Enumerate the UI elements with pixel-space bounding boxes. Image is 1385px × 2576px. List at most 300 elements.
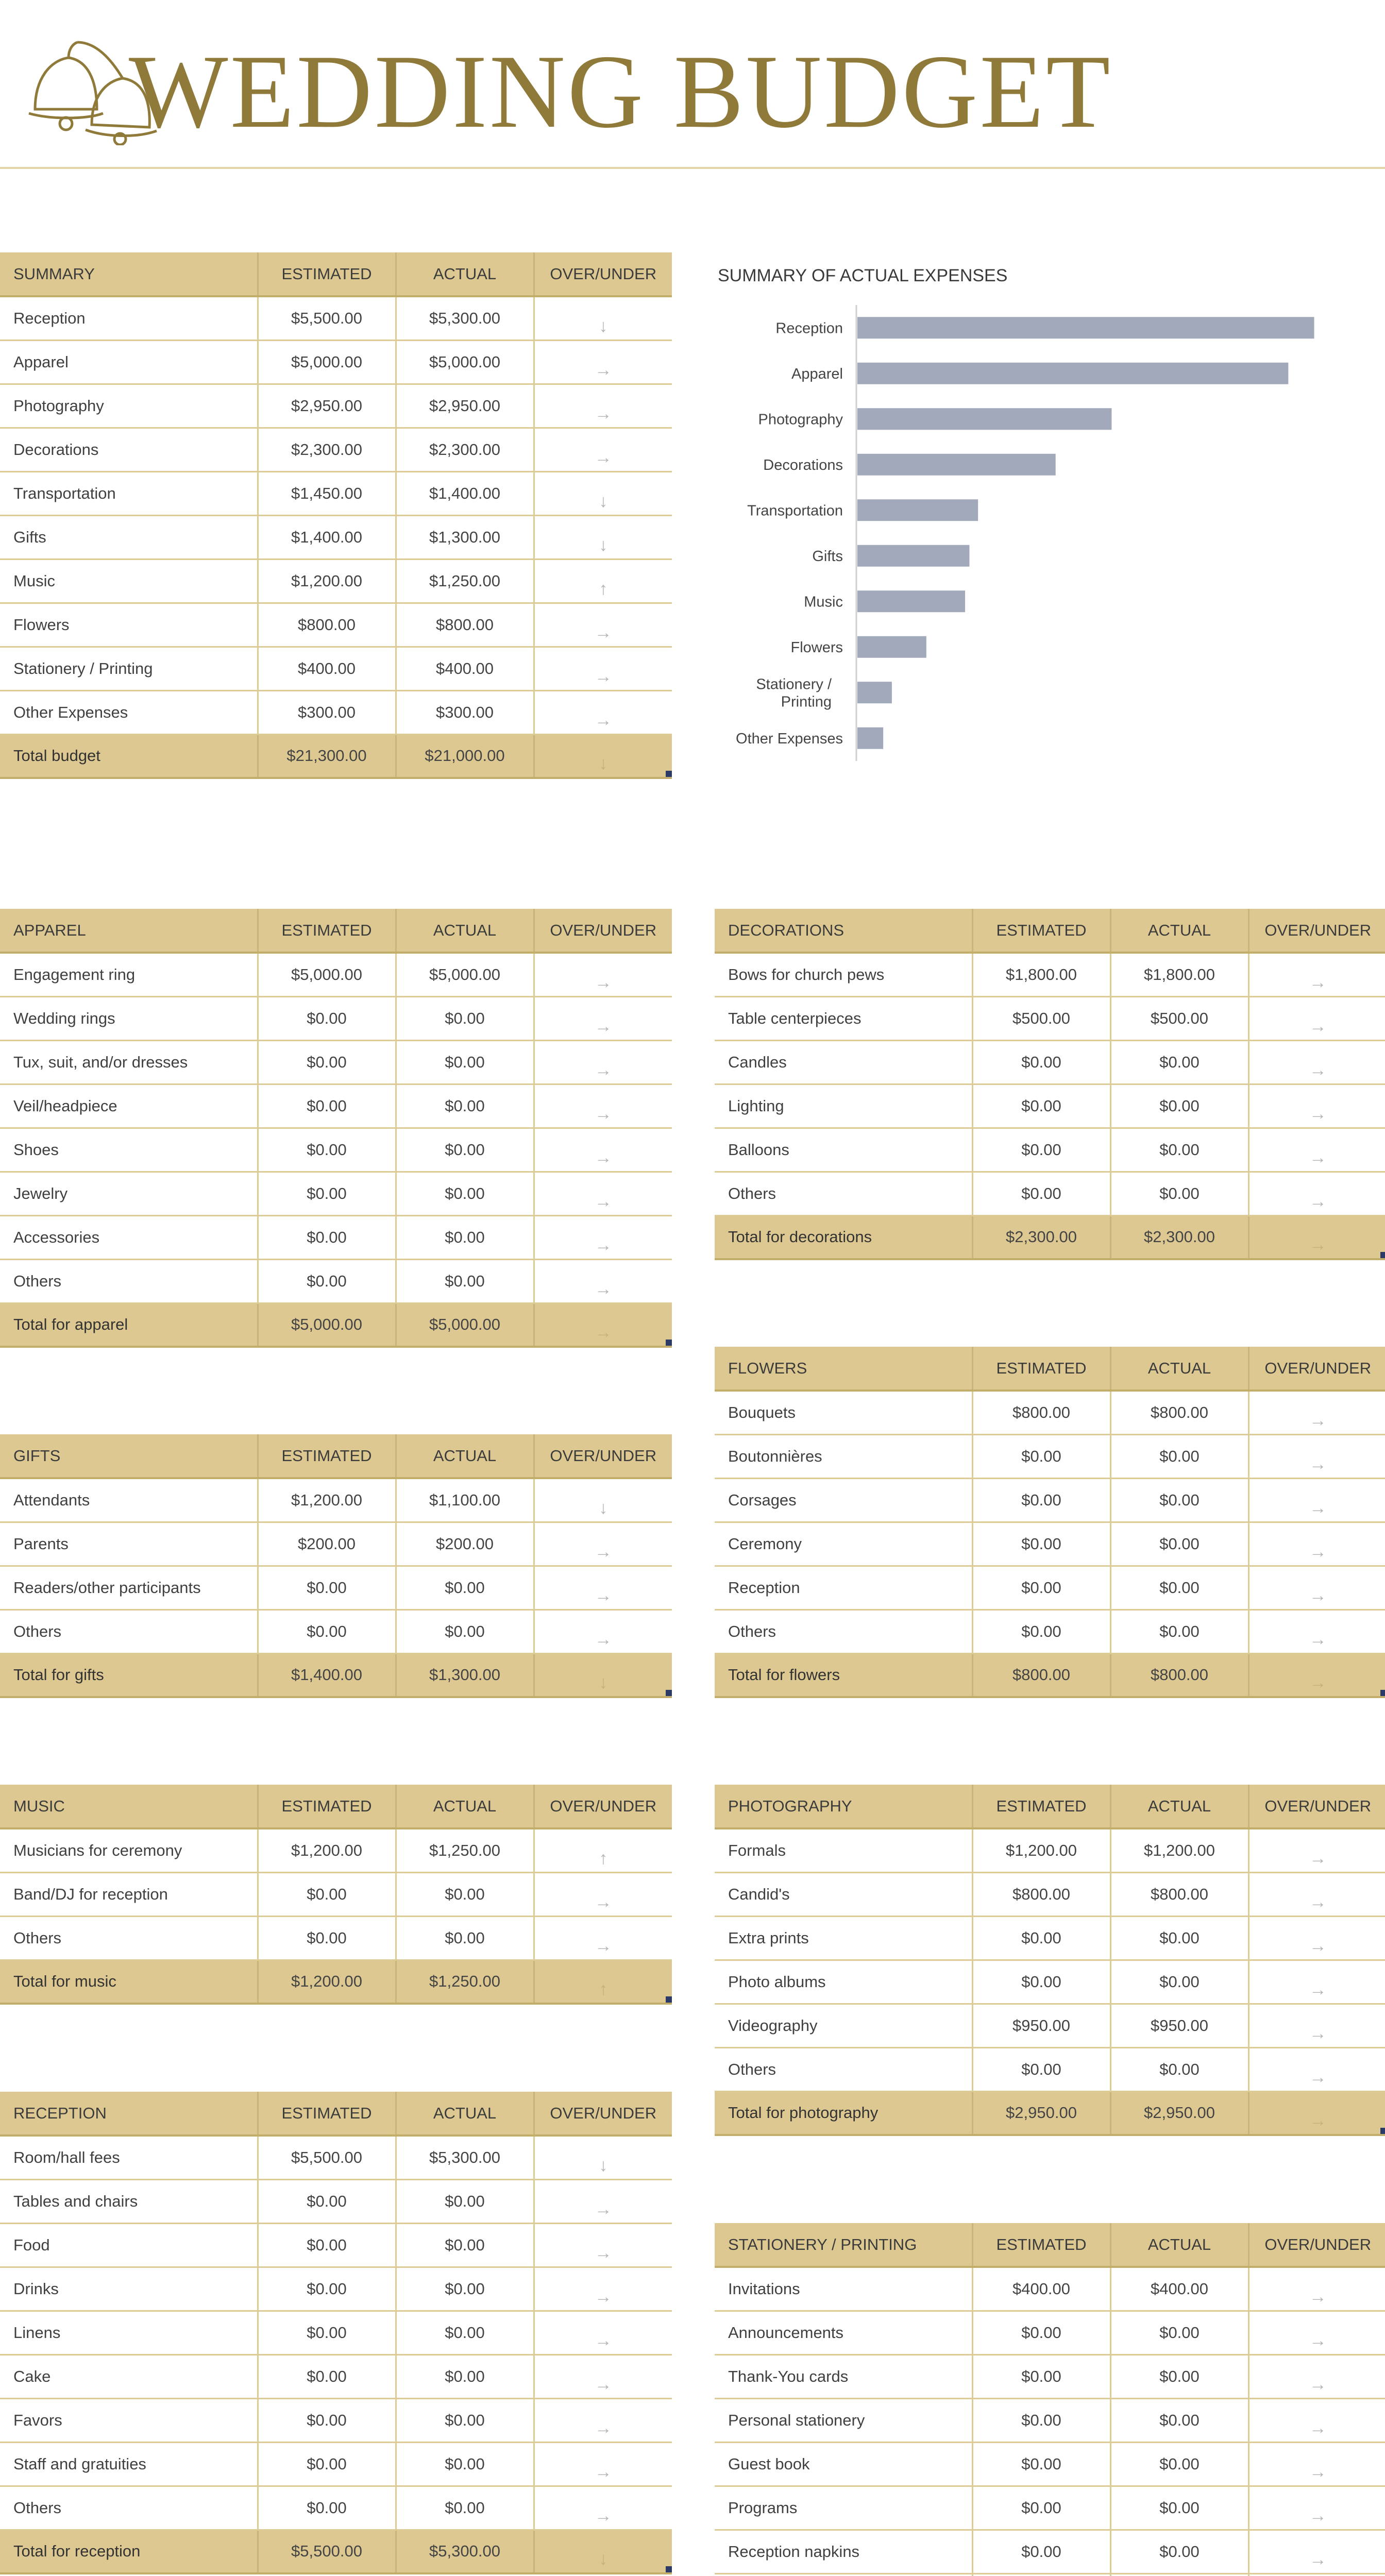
estimated-value[interactable]: $0.00	[972, 1128, 1110, 1172]
row-label[interactable]: Total for photography	[715, 2091, 972, 2135]
estimated-value[interactable]: $0.00	[258, 2267, 396, 2311]
arrow-right-icon: →	[534, 647, 672, 690]
column-header-actual: ACTUAL	[396, 909, 534, 953]
row-label[interactable]: Wedding rings	[0, 996, 258, 1040]
table-row	[715, 2267, 1385, 2311]
estimated-value[interactable]: $0.00	[972, 2530, 1110, 2573]
estimated-value[interactable]: $0.00	[972, 2311, 1110, 2354]
arrow-right-icon: →	[534, 690, 672, 734]
column-header-actual: ACTUAL	[396, 252, 534, 296]
column-header-estimated: ESTIMATED	[258, 909, 396, 953]
total-row	[715, 1215, 1385, 1259]
estimated-value[interactable]: $1,200.00	[258, 1828, 396, 1872]
column-header-actual: ACTUAL	[1110, 1347, 1248, 1391]
section-title: MUSIC	[0, 1785, 258, 1828]
table-row	[715, 2354, 1385, 2398]
estimated-value[interactable]: $1,200.00	[258, 1960, 396, 2004]
actual-value[interactable]: $0.00	[396, 1259, 534, 1303]
row-label[interactable]: Favors	[0, 2398, 258, 2442]
row-label[interactable]: Veil/headpiece	[0, 1084, 258, 1128]
row-label[interactable]: Accessories	[0, 1215, 258, 1259]
estimated-value[interactable]: $0.00	[258, 1566, 396, 1609]
actual-value[interactable]: $2,950.00	[1110, 2091, 1248, 2135]
row-label[interactable]: Corsages	[715, 1478, 972, 1522]
arrow-right-icon: →	[1248, 1916, 1385, 1960]
row-label[interactable]: Transportation	[0, 471, 258, 515]
estimated-value[interactable]: $0.00	[258, 1259, 396, 1303]
actual-value[interactable]: $0.00	[396, 1040, 534, 1084]
table-row	[0, 515, 672, 559]
estimated-value[interactable]: $21,300.00	[258, 734, 396, 778]
table-row	[0, 2136, 672, 2179]
row-label[interactable]: Jewelry	[0, 1172, 258, 1215]
estimated-value[interactable]: $0.00	[258, 2223, 396, 2267]
actual-value[interactable]: $0.00	[396, 1215, 534, 1259]
actual-value[interactable]: $5,300.00	[396, 2530, 534, 2573]
section-title: DECORATIONS	[715, 909, 972, 953]
actual-value[interactable]: $2,300.00	[1110, 1215, 1248, 1259]
row-label[interactable]: Table centerpieces	[715, 996, 972, 1040]
arrow-right-icon: →	[1248, 2530, 1385, 2573]
estimated-value[interactable]: $950.00	[972, 2004, 1110, 2047]
estimated-value[interactable]: $0.00	[258, 1128, 396, 1172]
estimated-value[interactable]: $1,200.00	[972, 1828, 1110, 1872]
estimated-value[interactable]: $2,950.00	[258, 384, 396, 428]
table-row	[715, 1872, 1385, 1916]
actual-value[interactable]: $0.00	[1110, 1172, 1248, 1215]
row-label[interactable]: Total for music	[0, 1960, 258, 2004]
actual-value[interactable]: $0.00	[396, 2398, 534, 2442]
row-label[interactable]: Total for reception	[0, 2530, 258, 2573]
row-label[interactable]: Musicians for ceremony	[0, 1828, 258, 1872]
actual-value[interactable]: $1,300.00	[396, 1653, 534, 1697]
row-label[interactable]: Lighting	[715, 1084, 972, 1128]
resize-handle-icon[interactable]	[666, 1690, 672, 1696]
actual-value[interactable]: $0.00	[396, 1609, 534, 1653]
table-row	[0, 647, 672, 690]
row-label[interactable]: Cake	[0, 2354, 258, 2398]
resize-handle-icon[interactable]	[666, 1340, 672, 1346]
table-row	[0, 471, 672, 515]
estimated-value[interactable]: $0.00	[258, 2179, 396, 2223]
table-row	[715, 996, 1385, 1040]
estimated-value[interactable]: $0.00	[972, 1478, 1110, 1522]
column-header-over-under: OVER/UNDER	[1248, 2223, 1385, 2267]
actual-value[interactable]: $800.00	[1110, 1391, 1248, 1434]
category-tick-label	[747, 502, 843, 519]
row-label[interactable]: Others	[0, 1609, 258, 1653]
arrow-right-icon: →	[1248, 2004, 1385, 2047]
arrow-right-icon: →	[1248, 2091, 1385, 2135]
estimated-value[interactable]: $5,500.00	[258, 2530, 396, 2573]
row-label[interactable]: Music	[0, 559, 258, 603]
actual-value[interactable]: $5,300.00	[396, 296, 534, 340]
estimated-value[interactable]: $5,500.00	[258, 296, 396, 340]
resize-handle-icon[interactable]	[1380, 2128, 1385, 2134]
estimated-value[interactable]: $0.00	[258, 2486, 396, 2530]
estimated-value[interactable]: $1,200.00	[258, 559, 396, 603]
actual-value[interactable]: $1,250.00	[396, 1828, 534, 1872]
estimated-value[interactable]: $0.00	[258, 1916, 396, 1960]
actual-value[interactable]: $300.00	[396, 690, 534, 734]
row-label[interactable]: Tables and chairs	[0, 2179, 258, 2223]
actual-value[interactable]: $500.00	[1110, 996, 1248, 1040]
bar-music	[857, 590, 965, 612]
table-row	[715, 1828, 1385, 1872]
estimated-value[interactable]: $5,500.00	[258, 2136, 396, 2179]
section-title: SUMMARY	[0, 252, 258, 296]
actual-value[interactable]: $400.00	[396, 647, 534, 690]
actual-value[interactable]: $1,250.00	[396, 1960, 534, 2004]
row-label[interactable]: Stationery / Printing	[0, 647, 258, 690]
arrow-down-icon: ↓	[534, 2530, 672, 2573]
row-label[interactable]: Reception napkins	[715, 2530, 972, 2573]
actual-value[interactable]: $800.00	[1110, 1653, 1248, 1697]
estimated-value[interactable]	[972, 2573, 1110, 2576]
estimated-value[interactable]: $1,450.00	[258, 471, 396, 515]
actual-value[interactable]: $2,300.00	[396, 428, 534, 471]
estimated-value[interactable]: $200.00	[258, 1522, 396, 1566]
row-label[interactable]: Candid's	[715, 1872, 972, 1916]
actual-value[interactable]: $0.00	[396, 2267, 534, 2311]
row-label[interactable]: Others	[715, 1172, 972, 1215]
resize-handle-icon[interactable]	[666, 771, 672, 777]
row-label[interactable]: Balloons	[715, 1128, 972, 1172]
estimated-value[interactable]: $0.00	[972, 2442, 1110, 2486]
row-label[interactable]: Other Expenses	[0, 690, 258, 734]
actual-value[interactable]: $0.00	[1110, 2442, 1248, 2486]
actual-value[interactable]: $0.00	[396, 2354, 534, 2398]
estimated-value[interactable]: $5,000.00	[258, 1303, 396, 1347]
row-label[interactable]: Readers/other participants	[0, 1566, 258, 1609]
actual-value[interactable]: $0.00	[1110, 2047, 1248, 2091]
row-label[interactable]: Guest book	[715, 2442, 972, 2486]
actual-value[interactable]: $0.00	[396, 1916, 534, 1960]
row-label[interactable]: Gifts	[0, 515, 258, 559]
column-header-actual: ACTUAL	[1110, 909, 1248, 953]
arrow-right-icon: →	[534, 1609, 672, 1653]
actual-value[interactable]: $1,300.00	[396, 515, 534, 559]
row-label[interactable]: Photo albums	[715, 1960, 972, 2004]
actual-value[interactable]: $1,800.00	[1110, 953, 1248, 996]
estimated-value[interactable]: $0.00	[972, 1916, 1110, 1960]
resize-handle-icon[interactable]	[666, 1996, 672, 2003]
actual-value[interactable]: $1,200.00	[1110, 1828, 1248, 1872]
estimated-value[interactable]: $500.00	[972, 996, 1110, 1040]
row-label[interactable]	[715, 2573, 972, 2576]
row-label[interactable]: Bows for church pews	[715, 953, 972, 996]
table-header-row	[0, 2092, 672, 2136]
actual-value[interactable]: $0.00	[1110, 1522, 1248, 1566]
estimated-value[interactable]: $5,000.00	[258, 340, 396, 384]
row-label[interactable]: Shoes	[0, 1128, 258, 1172]
estimated-value[interactable]: $0.00	[258, 1215, 396, 1259]
column-header-actual: ACTUAL	[396, 2092, 534, 2136]
estimated-value[interactable]: $0.00	[972, 1040, 1110, 1084]
arrow-right-icon: →	[1248, 1128, 1385, 1172]
arrow-right-icon: →	[1248, 1215, 1385, 1259]
arrow-right-icon: →	[1248, 2486, 1385, 2530]
actual-value[interactable]: $800.00	[1110, 1872, 1248, 1916]
row-label[interactable]: Parents	[0, 1522, 258, 1566]
row-label[interactable]: Bouquets	[715, 1391, 972, 1434]
estimated-value[interactable]: $0.00	[972, 1960, 1110, 2004]
estimated-value[interactable]: $2,300.00	[258, 428, 396, 471]
actual-value[interactable]: $5,000.00	[396, 340, 534, 384]
total-row	[0, 734, 672, 778]
chart-title: SUMMARY OF ACTUAL EXPENSES	[718, 266, 1008, 285]
actual-value[interactable]: $0.00	[1110, 2398, 1248, 2442]
row-label[interactable]: Others	[0, 1916, 258, 1960]
actual-value[interactable]: $0.00	[396, 2311, 534, 2354]
arrow-right-icon: →	[534, 2486, 672, 2530]
table-row	[0, 1566, 672, 1609]
row-label[interactable]: Decorations	[0, 428, 258, 471]
arrow-right-icon: →	[1248, 2442, 1385, 2486]
bar-gifts	[857, 545, 969, 567]
arrow-right-icon: →	[534, 603, 672, 647]
row-label[interactable]: Photography	[0, 384, 258, 428]
estimated-value[interactable]: $0.00	[258, 2311, 396, 2354]
row-label[interactable]: Thank-You cards	[715, 2354, 972, 2398]
bar-reception	[857, 317, 1314, 338]
estimated-value[interactable]: $0.00	[258, 2398, 396, 2442]
actual-value[interactable]: $0.00	[396, 2442, 534, 2486]
row-label[interactable]: Reception	[715, 1566, 972, 1609]
table-row	[0, 559, 672, 603]
estimated-value[interactable]: $0.00	[258, 1609, 396, 1653]
row-label[interactable]: Announcements	[715, 2311, 972, 2354]
actual-value[interactable]: $0.00	[396, 1566, 534, 1609]
estimated-value[interactable]: $0.00	[258, 1172, 396, 1215]
arrow-right-icon: →	[1248, 1872, 1385, 1916]
row-label[interactable]: Drinks	[0, 2267, 258, 2311]
estimated-value[interactable]: $0.00	[258, 1040, 396, 1084]
estimated-value[interactable]: $400.00	[258, 647, 396, 690]
actual-value[interactable]: $0.00	[396, 1084, 534, 1128]
row-label[interactable]: Reception	[0, 296, 258, 340]
row-label[interactable]: Staff and gratuities	[0, 2442, 258, 2486]
row-label[interactable]: Candles	[715, 1040, 972, 1084]
row-label[interactable]: Extra prints	[715, 1916, 972, 1960]
estimated-value[interactable]: $0.00	[258, 1084, 396, 1128]
actual-value[interactable]: $0.00	[1110, 1609, 1248, 1653]
arrow-right-icon: →	[1248, 2047, 1385, 2091]
estimated-value[interactable]: $0.00	[972, 1609, 1110, 1653]
table-row	[0, 2442, 672, 2486]
category-tick-label	[756, 676, 832, 710]
table-header-row	[715, 2223, 1385, 2267]
column-header-actual: ACTUAL	[1110, 1785, 1248, 1828]
column-header-estimated: ESTIMATED	[258, 1785, 396, 1828]
arrow-right-icon: →	[534, 953, 672, 996]
section-title: FLOWERS	[715, 1347, 972, 1391]
actual-value[interactable]: $0.00	[1110, 2530, 1248, 2573]
actual-value[interactable]: $0.00	[1110, 2311, 1248, 2354]
category-tick-line: Transportation	[747, 502, 843, 519]
title-banner	[0, 0, 1385, 170]
row-label[interactable]: Total budget	[0, 734, 258, 778]
row-label[interactable]: Ceremony	[715, 1522, 972, 1566]
estimated-value[interactable]: $0.00	[972, 1566, 1110, 1609]
actual-value[interactable]: $0.00	[1110, 1434, 1248, 1478]
arrow-right-icon: →	[534, 1084, 672, 1128]
row-label[interactable]: Programs	[715, 2486, 972, 2530]
estimated-value[interactable]: $5,000.00	[258, 953, 396, 996]
column-header-actual: ACTUAL	[1110, 2223, 1248, 2267]
actual-value[interactable]: $0.00	[396, 1128, 534, 1172]
title-divider	[0, 167, 1385, 169]
row-label[interactable]: Others	[0, 2486, 258, 2530]
estimated-value[interactable]: $1,200.00	[258, 1478, 396, 1522]
estimated-value[interactable]: $800.00	[258, 603, 396, 647]
estimated-value[interactable]: $0.00	[972, 1084, 1110, 1128]
row-label[interactable]: Tux, suit, and/or dresses	[0, 1040, 258, 1084]
actual-value[interactable]	[1110, 2573, 1248, 2576]
actual-value[interactable]: $800.00	[396, 603, 534, 647]
row-label[interactable]: Invitations	[715, 2267, 972, 2311]
bar-decorations	[857, 454, 1056, 476]
table-header-row	[715, 1347, 1385, 1391]
actual-value[interactable]: $0.00	[396, 2223, 534, 2267]
row-label[interactable]: Total for apparel	[0, 1303, 258, 1347]
row-label[interactable]: Total for flowers	[715, 1653, 972, 1697]
actual-value[interactable]: $0.00	[1110, 1916, 1248, 1960]
arrow-up-icon: ↑	[534, 559, 672, 603]
resize-handle-icon[interactable]	[1380, 1690, 1385, 1696]
row-label[interactable]: Others	[715, 2047, 972, 2091]
section-title: PHOTOGRAPHY	[715, 1785, 972, 1828]
arrow-right-icon: →	[534, 996, 672, 1040]
row-label[interactable]: Personal stationery	[715, 2398, 972, 2442]
estimated-value[interactable]: $0.00	[258, 996, 396, 1040]
estimated-value[interactable]: $0.00	[972, 2398, 1110, 2442]
row-label[interactable]: Others	[0, 1259, 258, 1303]
row-label[interactable]: Total for gifts	[0, 1653, 258, 1697]
category-tick-line: Flowers	[790, 639, 843, 656]
estimated-value[interactable]: $0.00	[258, 2354, 396, 2398]
arrow-right-icon: →	[534, 428, 672, 471]
actual-value[interactable]: $0.00	[1110, 1128, 1248, 1172]
arrow-right-icon: →	[534, 2311, 672, 2354]
category-tick-line: Reception	[775, 320, 843, 337]
table-row	[715, 2442, 1385, 2486]
table-row	[715, 1522, 1385, 1566]
estimated-value[interactable]: $0.00	[972, 1172, 1110, 1215]
estimated-value[interactable]: $800.00	[972, 1391, 1110, 1434]
estimated-value[interactable]: $1,400.00	[258, 515, 396, 559]
estimated-value[interactable]: $0.00	[258, 2442, 396, 2486]
actual-value[interactable]: $0.00	[396, 2486, 534, 2530]
actual-value[interactable]: $0.00	[396, 996, 534, 1040]
actual-value[interactable]: $0.00	[396, 1872, 534, 1916]
column-header-over-under: OVER/UNDER	[1248, 1785, 1385, 1828]
arrow-right-icon: →	[534, 2442, 672, 2486]
row-label[interactable]: Room/hall fees	[0, 2136, 258, 2179]
actual-value[interactable]: $0.00	[1110, 1478, 1248, 1522]
table-row	[0, 428, 672, 471]
table-row	[0, 690, 672, 734]
estimated-value[interactable]: $2,300.00	[972, 1215, 1110, 1259]
row-label[interactable]: Total for decorations	[715, 1215, 972, 1259]
actual-value[interactable]: $2,950.00	[396, 384, 534, 428]
row-label[interactable]: Engagement ring	[0, 953, 258, 996]
actual-value[interactable]: $950.00	[1110, 2004, 1248, 2047]
actual-value[interactable]: $400.00	[1110, 2267, 1248, 2311]
music-table	[0, 1785, 672, 2005]
actual-value[interactable]: $1,250.00	[396, 559, 534, 603]
table-row	[0, 996, 672, 1040]
bar-flowers	[857, 636, 926, 658]
row-label[interactable]: Formals	[715, 1828, 972, 1872]
actual-value[interactable]: $0.00	[1110, 1960, 1248, 2004]
row-label[interactable]: Band/DJ for reception	[0, 1872, 258, 1916]
resize-handle-icon[interactable]	[666, 2566, 672, 2572]
actual-value[interactable]: $0.00	[1110, 1084, 1248, 1128]
table-row	[0, 953, 672, 996]
actual-value[interactable]: $5,000.00	[396, 1303, 534, 1347]
estimated-value[interactable]: $0.00	[972, 2486, 1110, 2530]
actual-value[interactable]: $21,000.00	[396, 734, 534, 778]
estimated-value[interactable]: $400.00	[972, 2267, 1110, 2311]
total-row	[715, 1653, 1385, 1697]
estimated-value[interactable]: $2,950.00	[972, 2091, 1110, 2135]
category-tick-label	[758, 411, 843, 428]
estimated-value[interactable]: $1,400.00	[258, 1653, 396, 1697]
stationery-table	[715, 2223, 1385, 2576]
resize-handle-icon[interactable]	[1380, 1252, 1385, 1258]
table-row	[0, 2486, 672, 2530]
estimated-value[interactable]: $300.00	[258, 690, 396, 734]
row-label[interactable]: Apparel	[0, 340, 258, 384]
actual-value[interactable]: $0.00	[396, 1172, 534, 1215]
row-label[interactable]: Attendants	[0, 1478, 258, 1522]
table-row	[0, 2179, 672, 2223]
row-label[interactable]: Boutonnières	[715, 1434, 972, 1478]
row-label[interactable]: Others	[715, 1609, 972, 1653]
estimated-value[interactable]: $0.00	[972, 2047, 1110, 2091]
actual-value[interactable]: $0.00	[1110, 2354, 1248, 2398]
actual-value[interactable]: $1,400.00	[396, 471, 534, 515]
actual-value[interactable]: $5,000.00	[396, 953, 534, 996]
estimated-value[interactable]: $0.00	[972, 2354, 1110, 2398]
arrow-right-icon: →	[534, 1303, 672, 1347]
actual-value[interactable]: $5,300.00	[396, 2136, 534, 2179]
actual-value[interactable]: $1,100.00	[396, 1478, 534, 1522]
row-label[interactable]: Linens	[0, 2311, 258, 2354]
estimated-value[interactable]: $0.00	[972, 1522, 1110, 1566]
table-row	[715, 2398, 1385, 2442]
estimated-value[interactable]: $0.00	[258, 1872, 396, 1916]
table-row	[715, 2047, 1385, 2091]
column-header-actual: ACTUAL	[396, 1434, 534, 1478]
arrow-down-icon: ↓	[534, 1478, 672, 1522]
actual-value[interactable]: $0.00	[396, 2179, 534, 2223]
estimated-value[interactable]: $1,800.00	[972, 953, 1110, 996]
column-header-over-under: OVER/UNDER	[1248, 1347, 1385, 1391]
actual-value[interactable]: $0.00	[1110, 1040, 1248, 1084]
estimated-value[interactable]: $800.00	[972, 1653, 1110, 1697]
actual-value[interactable]: $200.00	[396, 1522, 534, 1566]
estimated-value[interactable]: $800.00	[972, 1872, 1110, 1916]
arrow-right-icon	[1248, 2573, 1385, 2576]
row-label[interactable]: Flowers	[0, 603, 258, 647]
actual-value[interactable]: $0.00	[1110, 1566, 1248, 1609]
row-label[interactable]: Videography	[715, 2004, 972, 2047]
estimated-value[interactable]: $0.00	[972, 1434, 1110, 1478]
row-label[interactable]: Food	[0, 2223, 258, 2267]
actual-value[interactable]: $0.00	[1110, 2486, 1248, 2530]
